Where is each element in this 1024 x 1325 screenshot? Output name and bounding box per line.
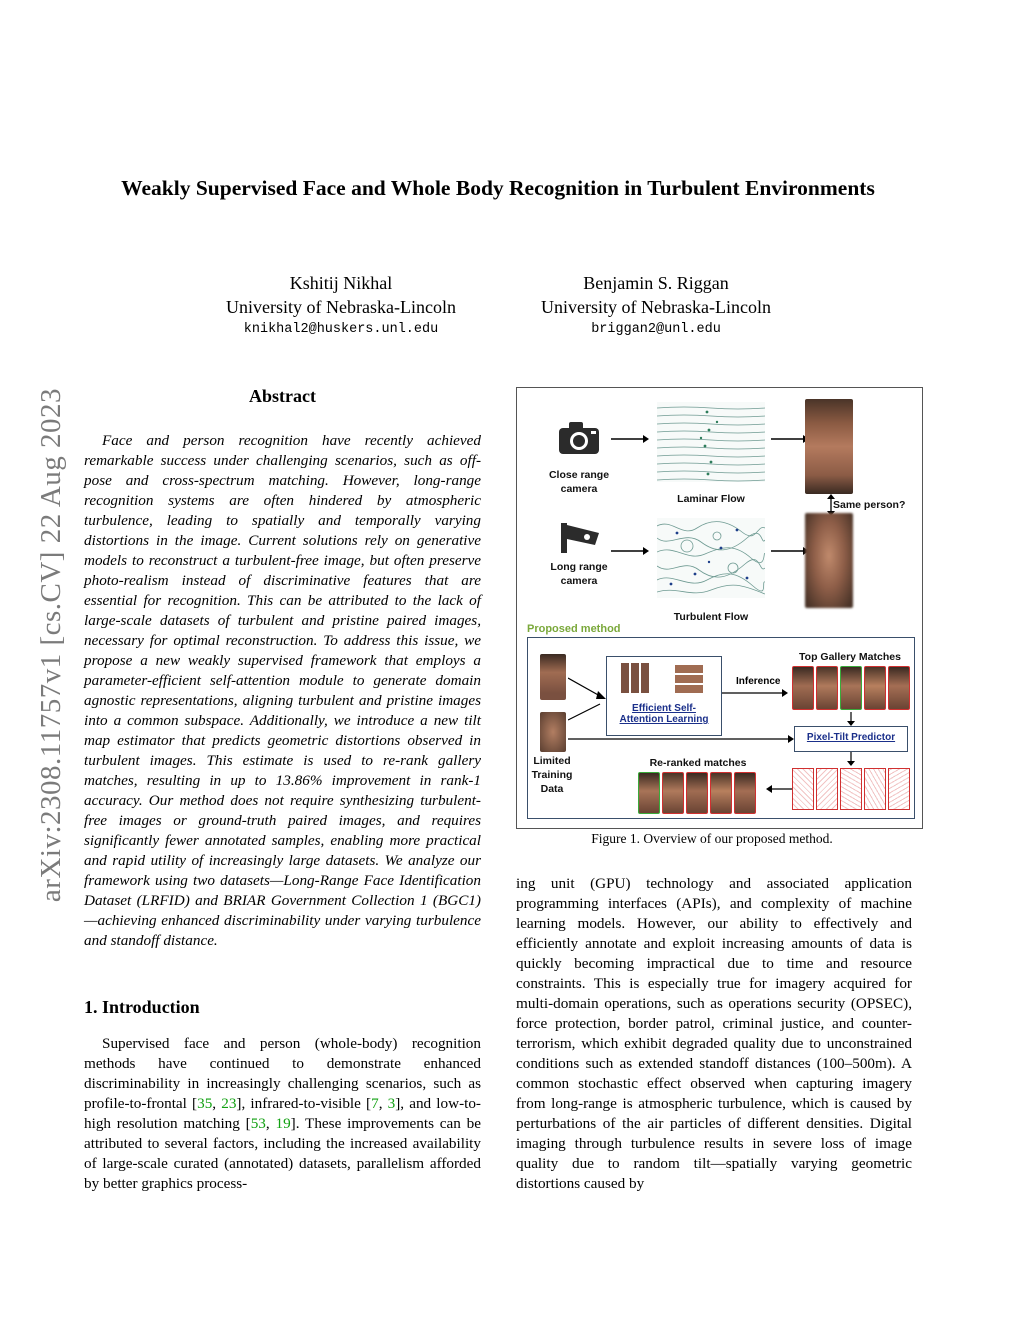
text-run: , — [378, 1095, 388, 1112]
same-person-label: Same person? — [833, 499, 906, 511]
proposed-method-box — [527, 637, 915, 819]
arrow-icon — [611, 434, 649, 444]
top-gallery-label: Top Gallery Matches — [799, 651, 901, 663]
pixel-tilt-box — [794, 726, 908, 752]
face-image-clear — [805, 399, 853, 494]
reranked-face — [686, 772, 708, 814]
arrow-icon — [722, 688, 788, 698]
arrow-icon — [771, 546, 809, 556]
author-name: Kshitij Nikhal — [289, 273, 393, 293]
text-run: , — [212, 1095, 222, 1112]
self-attention-box — [606, 656, 722, 736]
citation-link[interactable]: 3 — [387, 1095, 396, 1112]
intro-right-paragraph: ing unit (GPU) technology and associated application programming interfaces (APIs), and complexity of machine learning models. However, our ability to effectively and efficiently annotate and exploit increasing amounts of data is quickly becoming impractical due to time and resource constraints. This is especially true for imagery acquired for multi-domain operations, such as operations security (OPSEC), force protection, border patrol, criminal justice, and counter-terrorism, which exhibit degraded quality due to unconstrained conditions such as extended standoff distances (100–500m). A common stochastic effect observed when capturing imagery from long-range is atmospheric turbulence, which is caused by perturbations of the air particles of different densities. Digital imaging through turbulence results in severe loss of image quality due to random tilt—spatially varying geometric distortions caused by — [516, 875, 912, 1192]
abstract-heading: Abstract — [249, 386, 316, 406]
author-affiliation: University of Nebraska-Lincoln — [226, 297, 456, 317]
surveillance-camera-icon — [559, 519, 603, 555]
laminar-flow-label: Laminar Flow — [677, 493, 745, 505]
reranked-face — [662, 772, 684, 814]
author-block-2 — [515, 271, 797, 337]
inference-label: Inference — [736, 676, 781, 687]
turbulent-flow-image — [657, 518, 765, 598]
citation-link[interactable]: 35 — [197, 1095, 213, 1112]
author-email: knikhal2@huskers.unl.edu — [243, 322, 439, 337]
citation-link[interactable]: 19 — [275, 1115, 291, 1132]
close-range-label: Close range camera — [548, 469, 610, 495]
tilt-map — [840, 768, 862, 810]
text-run: ]. These improvements can be attributed to several factors, including the increased availability of large-scale curated (annotated) datasets, parallelism afforded by better graphics process- — [84, 1115, 481, 1192]
tilt-map — [816, 768, 838, 810]
text-run: ], and low-to-high resolution matching [ — [84, 1095, 481, 1132]
citation-link[interactable]: 53 — [250, 1115, 266, 1132]
arrow-left-icon — [766, 784, 792, 794]
reranked-label: Re-ranked matches — [649, 757, 747, 769]
author-block-1 — [200, 271, 482, 337]
tilt-map — [864, 768, 886, 810]
arrow-down-icon — [846, 712, 856, 726]
citation-link[interactable]: 23 — [221, 1095, 237, 1112]
turbulent-flow-label: Turbulent Flow — [673, 611, 749, 623]
figure-caption: Figure 1. Overview of our proposed method. — [591, 831, 833, 846]
tilt-maps-row — [792, 768, 912, 810]
self-attention-label: Efficient Self-Attention Learning — [619, 703, 709, 725]
tilt-map — [888, 768, 910, 810]
gallery-face — [888, 666, 910, 710]
reranked-face — [638, 772, 660, 814]
limited-training-label: Limited Training Data — [531, 755, 573, 795]
arrow-icon — [771, 434, 809, 444]
face-image-turbulent — [805, 513, 853, 608]
author-name: Benjamin S. Riggan — [583, 273, 729, 293]
arrow-icon — [568, 734, 794, 744]
gallery-face — [816, 666, 838, 710]
arxiv-stamp: arXiv:2308.11757v1 [cs.CV] 22 Aug 2023 — [35, 387, 67, 903]
proposed-method-label: Proposed method — [527, 623, 621, 635]
arrow-icon — [611, 546, 649, 556]
gallery-face — [864, 666, 886, 710]
long-range-label: Long range camera — [550, 561, 608, 587]
tilt-map — [792, 768, 814, 810]
reranked-face — [710, 772, 732, 814]
gallery-face — [840, 666, 862, 710]
patch-grid-image — [621, 663, 649, 693]
training-face-turbulent — [540, 712, 566, 752]
figure-1 — [516, 387, 923, 829]
camera-icon — [557, 420, 601, 456]
gallery-matches-row — [792, 666, 912, 710]
text-run: ], infrared-to-visible [ — [236, 1095, 372, 1112]
pixel-tilt-label: Pixel-Tilt Predictor — [806, 732, 896, 743]
patch-grid-image — [675, 663, 703, 693]
text-run: , — [265, 1115, 276, 1132]
text-run: Supervised face and person (whole-body) recognition methods have continued to demonstrate enhanced discriminability in increasingly challenging scenarios, such as profile-to-frontal [ — [84, 1035, 481, 1112]
intro-heading: 1. Introduction — [84, 997, 200, 1017]
reranked-matches-row — [638, 772, 762, 816]
intro-left-paragraph — [84, 1034, 481, 1194]
author-email: briggan2@unl.edu — [591, 322, 721, 337]
training-face-clear — [540, 654, 566, 700]
gallery-face — [792, 666, 814, 710]
paper-title: Weakly Supervised Face and Whole Body Recognition in Turbulent Environments — [121, 176, 875, 200]
author-affiliation: University of Nebraska-Lincoln — [541, 297, 771, 317]
laminar-flow-image — [657, 402, 765, 482]
citation-link[interactable]: 7 — [371, 1095, 379, 1112]
arrow-down-icon — [846, 752, 856, 766]
reranked-face — [734, 772, 756, 814]
abstract-text: Face and person recognition have recently achieved remarkable success under challenging scenarios, such as off-pose and cross-spectrum matching. However, long-range recognition systems are often hindered by atmospheric turbulence, leading to spatially and temporally varying distortions in the image. Current solutions rely on generative models to reconstruct a turbulent-free image, but often preserve photo-realism instead of discriminative features that are essential for recognition. This can be attributed to the lack of large-scale datasets of turbulent and pristine paired images, necessary for optimal reconstruction. To address this issue, we propose a new weakly supervised framework that employs a parameter-efficient self-attention module to generate domain agnostic representations, aligning turbulent and pristine images into a common subspace. Additionally, we introduce a new tilt map estimator that predicts geometric distortions observed in turbulent images. This estimate is used to re-rank gallery matches, resulting in up to 13.86% improvement in rank-1 accuracy. Our method does not require synthesizing turbulent-free images or ground-truth paired images, and requires significantly fewer annotated samples, enabling more practical and rapid utility of increasingly large datasets. We analyze our framework using two datasets—Long-Range Face Identification Dataset (LRFID) and BRIAR Government Collection 1 (BGC1)—achieving enhanced discriminability under varying turbulence and standoff distance. — [84, 432, 481, 949]
